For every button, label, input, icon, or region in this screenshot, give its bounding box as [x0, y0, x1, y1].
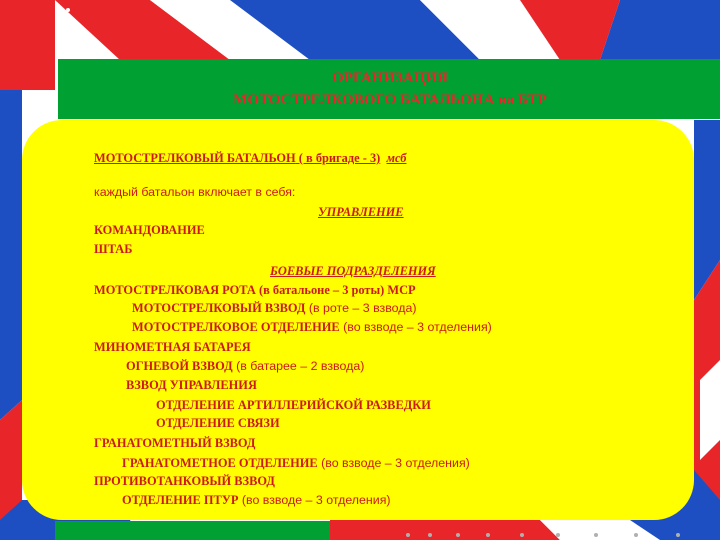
fire-platoon-name: ОГНЕВОЙ ВЗВОД — [126, 359, 233, 373]
battalion-heading — [94, 150, 407, 166]
title-line-1: ОРГАНИЗАЦИЯ — [332, 70, 448, 86]
section-control-heading: УПРАВЛЕНИЕ — [318, 205, 404, 219]
grenade-launcher-squad-item — [122, 455, 470, 471]
title-line-2: МОТОСТРЕЛКОВОГО БАТАЛЬОНА на БТР — [233, 92, 547, 108]
command-item: КОМАНДОВАНИЕ — [94, 223, 205, 237]
squad-name: МОТОСТРЕЛКОВОЕ ОТДЕЛЕНИЕ — [132, 320, 340, 334]
battalion-heading-main: МОТОСТРЕЛКОВЫЙ БАТАЛЬОН — [94, 151, 296, 165]
atgm-squad-item — [122, 492, 391, 508]
atgm-squad-note: (во взводе – 3 отделения) — [238, 493, 391, 507]
platoon-name: МОТОСТРЕЛКОВЫЙ ВЗВОД — [132, 301, 306, 315]
bottom-green-bar — [55, 521, 330, 540]
antitank-platoon-item: ПРОТИВОТАНКОВЫЙ ВЗВОД — [94, 474, 275, 488]
staff-item: ШТАБ — [94, 242, 133, 256]
intro-text: каждый батальон включает в себя: — [94, 185, 296, 199]
control-platoon-item: ВЗВОД УПРАВЛЕНИЯ — [126, 378, 257, 392]
fire-platoon-note: (в батарее – 2 взвода) — [232, 359, 365, 373]
gl-squad-name: ГРАНАТОМЕТНОЕ ОТДЕЛЕНИЕ — [122, 456, 318, 470]
platoon-note: (в роте – 3 взвода) — [305, 301, 417, 315]
squad-item — [132, 319, 492, 335]
recon-squad-item: ОТДЕЛЕНИЕ АРТИЛЛЕРИЙСКОЙ РАЗВЕДКИ — [156, 398, 431, 412]
section-combat-heading: БОЕВЫЕ ПОДРАЗДЕЛЕНИЯ — [270, 264, 436, 278]
gl-squad-note: (во взводе – 3 отделения) — [317, 456, 470, 470]
title-bar — [58, 59, 720, 119]
company-item: МОТОСТРЕЛКОВАЯ РОТА (в батальоне – 3 роты) МСР — [94, 283, 416, 297]
fire-platoon-item — [126, 358, 364, 374]
mortar-battery-item: МИНОМЕТНАЯ БАТАРЕЯ — [94, 340, 251, 354]
battalion-abbreviation: мсб — [386, 151, 407, 165]
battalion-heading-note: ( в бригаде - 3) — [295, 151, 381, 165]
atgm-squad-name: ОТДЕЛЕНИЕ ПТУР — [122, 493, 239, 507]
grenade-launcher-platoon-item: ГРАНАТОМЕТНЫЙ ВЗВОД — [94, 436, 256, 450]
comm-squad-item: ОТДЕЛЕНИЕ СВЯЗИ — [156, 416, 280, 430]
squad-note: (во взводе – 3 отделения) — [339, 320, 492, 334]
platoon-item — [132, 300, 417, 316]
